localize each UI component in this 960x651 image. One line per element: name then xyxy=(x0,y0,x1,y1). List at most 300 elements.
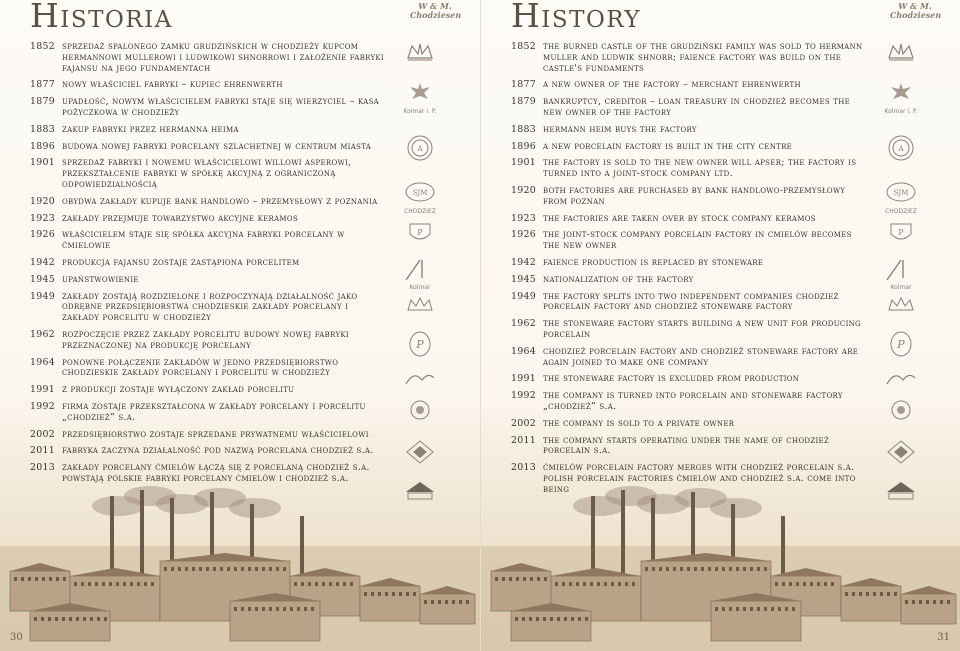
window xyxy=(343,582,346,586)
timeline-text: z produkcji zostaje wyłączony zakład porcelitu xyxy=(62,384,295,396)
timeline-row xyxy=(30,80,385,91)
window xyxy=(322,582,325,586)
timeline-year: 1852 xyxy=(30,41,56,52)
window xyxy=(495,577,498,581)
window xyxy=(529,617,532,621)
window xyxy=(88,582,91,586)
factory-building xyxy=(420,594,475,624)
crown-small-icon xyxy=(881,292,921,320)
crown-small-icon xyxy=(400,292,440,320)
factory-drawing xyxy=(0,476,480,651)
p-oval-icon xyxy=(400,330,440,358)
window xyxy=(192,567,195,571)
window xyxy=(56,577,59,581)
timeline-year: 2002 xyxy=(511,417,537,429)
timeline-text: bankruptcy, creditor – loan treasury in chodzież becomes the new owner of the factory xyxy=(543,96,851,118)
window xyxy=(557,617,560,621)
window xyxy=(399,592,402,596)
window xyxy=(234,607,237,611)
window xyxy=(810,582,813,586)
timeline-row xyxy=(30,402,385,424)
window xyxy=(206,567,209,571)
eagle-mark-icon xyxy=(881,80,921,115)
timeline-text: budowa nowej fabryki porcelany szlachetnej w centrum miasta xyxy=(62,140,372,152)
window xyxy=(74,582,77,586)
oval-chodziez-icon xyxy=(881,180,921,215)
timeline-text: chodzież porcelain factory and chodzież stoneware factory are again joined to make one company xyxy=(543,345,859,368)
window xyxy=(392,592,395,596)
page-number: 31 xyxy=(937,632,950,643)
page-number: 30 xyxy=(10,632,23,643)
timeline-row xyxy=(511,258,866,269)
window xyxy=(144,582,147,586)
timeline-year: 1949 xyxy=(30,290,56,302)
window xyxy=(625,582,628,586)
window xyxy=(933,600,936,604)
window xyxy=(873,592,876,596)
window xyxy=(364,592,367,596)
timeline-year: 1942 xyxy=(511,256,537,268)
window xyxy=(562,582,565,586)
timeline-year: 1901 xyxy=(511,157,537,169)
timeline-row xyxy=(30,358,385,380)
timeline-text: zakłady porcelany ćmielów łączą się z porcelaną chodzież s.a. powstają polskie fabryki porcelany ćmielów i chodzież s.a. xyxy=(62,462,370,484)
timeline-row xyxy=(30,197,385,208)
window xyxy=(255,567,258,571)
factory-building xyxy=(511,611,591,641)
window xyxy=(659,567,662,571)
window xyxy=(297,607,300,611)
window xyxy=(722,567,725,571)
sword-mark-icon xyxy=(881,256,921,291)
timeline-year: 1879 xyxy=(511,96,537,108)
window xyxy=(304,607,307,611)
window xyxy=(555,582,558,586)
window xyxy=(213,567,216,571)
diamond-mark-icon xyxy=(881,438,921,466)
window xyxy=(583,582,586,586)
timeline-text: upadłość, nowym właścicielem fabryki staje się wierzyciel – kasa pożyczkowa w chodzieży xyxy=(62,96,380,118)
timeline-text: zakłady zostają rozdzielone i rozpoczynają działalność jako odrębne przedsiębiorstwa chodzieskie zakłady porcelany i zakłady porcelitu w chodzieży xyxy=(62,290,358,324)
timeline-text: hermann heim buys the factory xyxy=(543,123,697,135)
timeline-year: 1949 xyxy=(511,290,537,302)
window xyxy=(919,600,922,604)
smoke-plume xyxy=(710,498,762,518)
timeline-row xyxy=(511,436,866,458)
brand-logo: W & M. Chodziesen xyxy=(890,1,942,20)
window xyxy=(294,582,297,586)
window xyxy=(597,582,600,586)
window xyxy=(151,582,154,586)
timeline-text: zakłady przejmuje towarzystwo akcyjne keramos xyxy=(62,212,299,224)
svg-text:P: P xyxy=(897,338,905,351)
timeline-row xyxy=(30,446,385,457)
timeline-text: nationalization of the factory xyxy=(543,273,694,285)
window xyxy=(701,567,704,571)
window xyxy=(729,607,732,611)
window xyxy=(185,567,188,571)
timeline-year: 1945 xyxy=(511,273,537,285)
timeline-text: faience production is replaced by stoneware xyxy=(543,256,764,268)
mark-caption: Kolmar i. P. xyxy=(884,108,918,115)
mark-caption: Kolmar xyxy=(890,284,912,291)
timeline-text: firma zostaje przekształcona w zakłady porcelany i porcelitu „chodzież” s.a. xyxy=(62,400,366,423)
window xyxy=(866,592,869,596)
window xyxy=(831,582,834,586)
window xyxy=(41,617,44,621)
timeline-year: 1962 xyxy=(30,328,56,340)
factory-illustration xyxy=(481,476,960,651)
timeline-row xyxy=(511,230,866,252)
page-title: Historia xyxy=(30,0,173,35)
factory-building xyxy=(30,611,110,641)
crown-mark-icon xyxy=(400,38,440,66)
window xyxy=(673,567,676,571)
timeline-row xyxy=(30,125,385,136)
bird-mark-icon xyxy=(400,366,440,394)
timeline-row xyxy=(30,292,385,324)
window xyxy=(276,567,279,571)
window xyxy=(803,582,806,586)
timeline-year: 1964 xyxy=(30,356,56,368)
svg-text:SJM: SJM xyxy=(893,189,909,197)
window xyxy=(63,577,66,581)
window xyxy=(715,567,718,571)
window xyxy=(269,567,272,571)
timeline-row xyxy=(511,275,866,286)
window xyxy=(775,582,778,586)
timeline-year: 1920 xyxy=(30,195,56,207)
mark-caption: Kolmar xyxy=(409,284,431,291)
timeline-text: a new porcelain factory is built in the city centre xyxy=(543,140,793,152)
timeline-row xyxy=(30,385,385,396)
timeline-year: 1926 xyxy=(511,229,537,241)
window xyxy=(431,600,434,604)
window xyxy=(62,617,65,621)
factory-building xyxy=(901,594,956,624)
window xyxy=(34,617,37,621)
window xyxy=(109,582,112,586)
timeline-text: both factories are purchased by bank handlowo-przemysłowy from poznan xyxy=(543,184,846,207)
timeline xyxy=(511,42,866,496)
timeline-year: 2013 xyxy=(30,462,56,474)
timeline-year: 1920 xyxy=(511,184,537,196)
factory-drawing xyxy=(481,476,960,651)
window xyxy=(255,607,258,611)
ring-mark-icon xyxy=(881,398,921,426)
window xyxy=(912,600,915,604)
window xyxy=(771,607,774,611)
timeline-year: 1879 xyxy=(30,96,56,108)
svg-text:SJM: SJM xyxy=(412,189,428,197)
window xyxy=(537,577,540,581)
window xyxy=(611,582,614,586)
timeline-year: 1942 xyxy=(30,256,56,268)
timeline-year: 1877 xyxy=(30,79,56,91)
timeline-row xyxy=(30,430,385,441)
timeline-row xyxy=(511,80,866,91)
bird-mark-icon xyxy=(881,366,921,394)
shield-mark-icon xyxy=(400,218,440,246)
window xyxy=(515,617,518,621)
window xyxy=(227,567,230,571)
window xyxy=(590,582,593,586)
window xyxy=(102,582,105,586)
window xyxy=(413,592,416,596)
timeline-text: rozpoczęcie przez zakłady porcelitu budowy nowej fabryki przeznaczonej na produkcję porcelany xyxy=(62,328,349,351)
window xyxy=(21,577,24,581)
window xyxy=(680,567,683,571)
window xyxy=(792,607,795,611)
window xyxy=(516,577,519,581)
window xyxy=(585,617,588,621)
timeline-row xyxy=(511,347,866,369)
timeline-row xyxy=(511,125,866,136)
timeline-row xyxy=(511,186,866,208)
chimney xyxy=(621,490,625,586)
svg-text:A: A xyxy=(417,145,423,153)
timeline-year: 1883 xyxy=(511,123,537,135)
window xyxy=(234,567,237,571)
window xyxy=(104,617,107,621)
timeline-year: 1964 xyxy=(511,345,537,357)
window xyxy=(76,617,79,621)
window xyxy=(604,582,607,586)
window xyxy=(199,567,202,571)
window xyxy=(645,567,648,571)
timeline-text: nowy właściciel fabryki – kupiec ehrenwerth xyxy=(62,79,283,91)
window xyxy=(632,582,635,586)
round-seal-icon xyxy=(400,134,440,162)
window xyxy=(262,567,265,571)
window xyxy=(241,607,244,611)
window xyxy=(708,567,711,571)
timeline-year: 1991 xyxy=(511,373,537,385)
timeline-year: 1896 xyxy=(30,140,56,152)
window xyxy=(750,567,753,571)
window xyxy=(544,577,547,581)
window xyxy=(308,582,311,586)
timeline xyxy=(30,42,385,485)
timeline-text: the company starts operating under the name of chodzież porcelain s.a. xyxy=(543,434,830,457)
mark-caption: Kolmar i. P. xyxy=(403,108,437,115)
window xyxy=(859,592,862,596)
window xyxy=(652,567,655,571)
window xyxy=(764,567,767,571)
window xyxy=(123,582,126,586)
timeline-row xyxy=(511,319,866,341)
window xyxy=(530,577,533,581)
timeline-text: a new owner of the factory – merchant ehrenwerth xyxy=(543,79,801,91)
timeline-year: 1945 xyxy=(30,273,56,285)
page-right xyxy=(480,0,960,651)
window xyxy=(729,567,732,571)
timeline-year: 2011 xyxy=(511,434,537,446)
timeline-year: 2013 xyxy=(511,462,537,474)
timeline-row xyxy=(511,142,866,153)
window xyxy=(276,607,279,611)
timeline-row xyxy=(30,97,385,119)
window xyxy=(522,617,525,621)
window xyxy=(905,600,908,604)
smoke-plume xyxy=(229,498,281,518)
timeline-text: the factory is sold to the new owner will apser; the factory is turned into a joint-stock company ltd. xyxy=(543,157,857,180)
window xyxy=(785,607,788,611)
timeline-row xyxy=(511,391,866,413)
window xyxy=(796,582,799,586)
window xyxy=(543,617,546,621)
window xyxy=(618,582,621,586)
svg-text:P: P xyxy=(416,338,424,351)
window xyxy=(83,617,86,621)
window xyxy=(241,567,244,571)
window xyxy=(445,600,448,604)
window xyxy=(550,617,553,621)
window xyxy=(171,567,174,571)
window xyxy=(424,600,427,604)
timeline-year: 1991 xyxy=(30,384,56,396)
window xyxy=(90,617,93,621)
timeline-text: ponowne połączenie zakładów w jedno przedsiębiorstwo chodzieskie zakłady porcelany i porcelitu w chodzieży xyxy=(62,356,339,379)
sword-mark-icon xyxy=(400,256,440,291)
window xyxy=(178,567,181,571)
window xyxy=(757,607,760,611)
timeline-text: the company is sold to a private owner xyxy=(543,417,735,429)
timeline-row xyxy=(30,230,385,252)
window xyxy=(137,582,140,586)
window xyxy=(81,582,84,586)
timeline-year: 1901 xyxy=(30,157,56,169)
timeline-year: 1883 xyxy=(30,123,56,135)
porcelain-marks-column xyxy=(400,30,444,510)
timeline-text: the stoneware factory starts building a new unit for producing porcelain xyxy=(543,318,861,340)
mark-caption: CHODZIEŻ xyxy=(885,208,917,215)
window xyxy=(789,582,792,586)
mark-caption: CHODZIEŻ xyxy=(404,208,436,215)
window xyxy=(736,607,739,611)
window xyxy=(694,567,697,571)
window xyxy=(164,567,167,571)
svg-text:A: A xyxy=(898,145,904,153)
window xyxy=(571,617,574,621)
window xyxy=(880,592,883,596)
window xyxy=(14,577,17,581)
window xyxy=(852,592,855,596)
window xyxy=(42,577,45,581)
window xyxy=(757,567,760,571)
window xyxy=(385,592,388,596)
window xyxy=(248,567,251,571)
window xyxy=(116,582,119,586)
brand-logo: W & M. Chodziesen xyxy=(410,1,462,20)
timeline-year: 1923 xyxy=(511,212,537,224)
window xyxy=(35,577,38,581)
timeline-row xyxy=(30,158,385,190)
window xyxy=(750,607,753,611)
factory-building xyxy=(360,586,420,621)
window xyxy=(406,592,409,596)
eagle-mark-icon xyxy=(400,80,440,115)
window xyxy=(49,577,52,581)
timeline-year: 1926 xyxy=(30,229,56,241)
window xyxy=(283,607,286,611)
window xyxy=(378,592,381,596)
window xyxy=(845,592,848,596)
porcelain-marks-column xyxy=(881,30,925,510)
window xyxy=(824,582,827,586)
window xyxy=(301,582,304,586)
timeline-text: the factories are taken over by stock company keramos xyxy=(543,212,816,224)
window xyxy=(452,600,455,604)
window xyxy=(350,582,353,586)
timeline-year: 2011 xyxy=(30,445,56,457)
window xyxy=(55,617,58,621)
timeline-text: the burned castle of the grudziński family was sold to hermann muller and ludwik shnorr; faience factory was build on the castle's fundaments xyxy=(543,41,863,74)
timeline-year: 1923 xyxy=(30,212,56,224)
window xyxy=(926,600,929,604)
timeline-row xyxy=(511,374,866,385)
svg-text:P: P xyxy=(417,228,423,237)
factory-illustration xyxy=(0,476,480,651)
window xyxy=(97,617,100,621)
diamond-mark-icon xyxy=(400,438,440,466)
window xyxy=(248,607,251,611)
window xyxy=(569,582,572,586)
timeline-row xyxy=(511,292,866,314)
shield-mark-icon xyxy=(881,218,921,246)
svg-text:P: P xyxy=(898,228,904,237)
window xyxy=(536,617,539,621)
timeline-row xyxy=(30,258,385,269)
round-seal-icon xyxy=(881,134,921,162)
window xyxy=(262,607,265,611)
chimney xyxy=(140,490,144,586)
timeline-year: 1877 xyxy=(511,79,537,91)
timeline-text: właścicielem staje się spółka akcyjna fabryki porcelany w ćmielowie xyxy=(62,229,345,252)
window xyxy=(438,600,441,604)
timeline-year: 1962 xyxy=(511,318,537,330)
timeline-text: produkcja fajansu zostaje zastąpiona porcelitem xyxy=(62,256,300,268)
timeline-year: 1896 xyxy=(511,140,537,152)
window xyxy=(666,567,669,571)
window xyxy=(336,582,339,586)
timeline-text: the joint-stock company porcelain factory in cmielów becomes the new owner xyxy=(543,229,852,252)
timeline-text: sprzedaż spalonego zamku grudzińskich w chodzieży kupcom hermannowi mullerowi i ludwikowi shnorrowi i założenie fabryki fajansu na jego fundamentach xyxy=(62,41,385,74)
timeline-text: ćmielów porcelain factory merges with chodzież porcelain s.a. polish porcelain factories ćmielów and chodzież s.a. come into being xyxy=(543,462,856,495)
window xyxy=(947,600,950,604)
timeline-row xyxy=(511,97,866,119)
timeline-text: sprzedaż fabryki i nowemu właścicielowi willowi asperowi, przekształcenie fabryki w spółkę akcyjną z ograniczoną odpowiedzialnością xyxy=(62,157,352,190)
window xyxy=(722,607,725,611)
window xyxy=(817,582,820,586)
window xyxy=(576,582,579,586)
timeline-row xyxy=(511,42,866,74)
window xyxy=(509,577,512,581)
timeline-row xyxy=(511,419,866,430)
window xyxy=(290,607,293,611)
window xyxy=(564,617,567,621)
timeline-year: 2002 xyxy=(30,428,56,440)
window xyxy=(269,607,272,611)
timeline-row xyxy=(30,42,385,74)
oval-chodziez-icon xyxy=(400,180,440,215)
timeline-text: upaństwowienie xyxy=(62,273,139,285)
window xyxy=(69,617,72,621)
window xyxy=(220,567,223,571)
window xyxy=(315,582,318,586)
crown-mark-icon xyxy=(881,38,921,66)
window xyxy=(371,592,374,596)
